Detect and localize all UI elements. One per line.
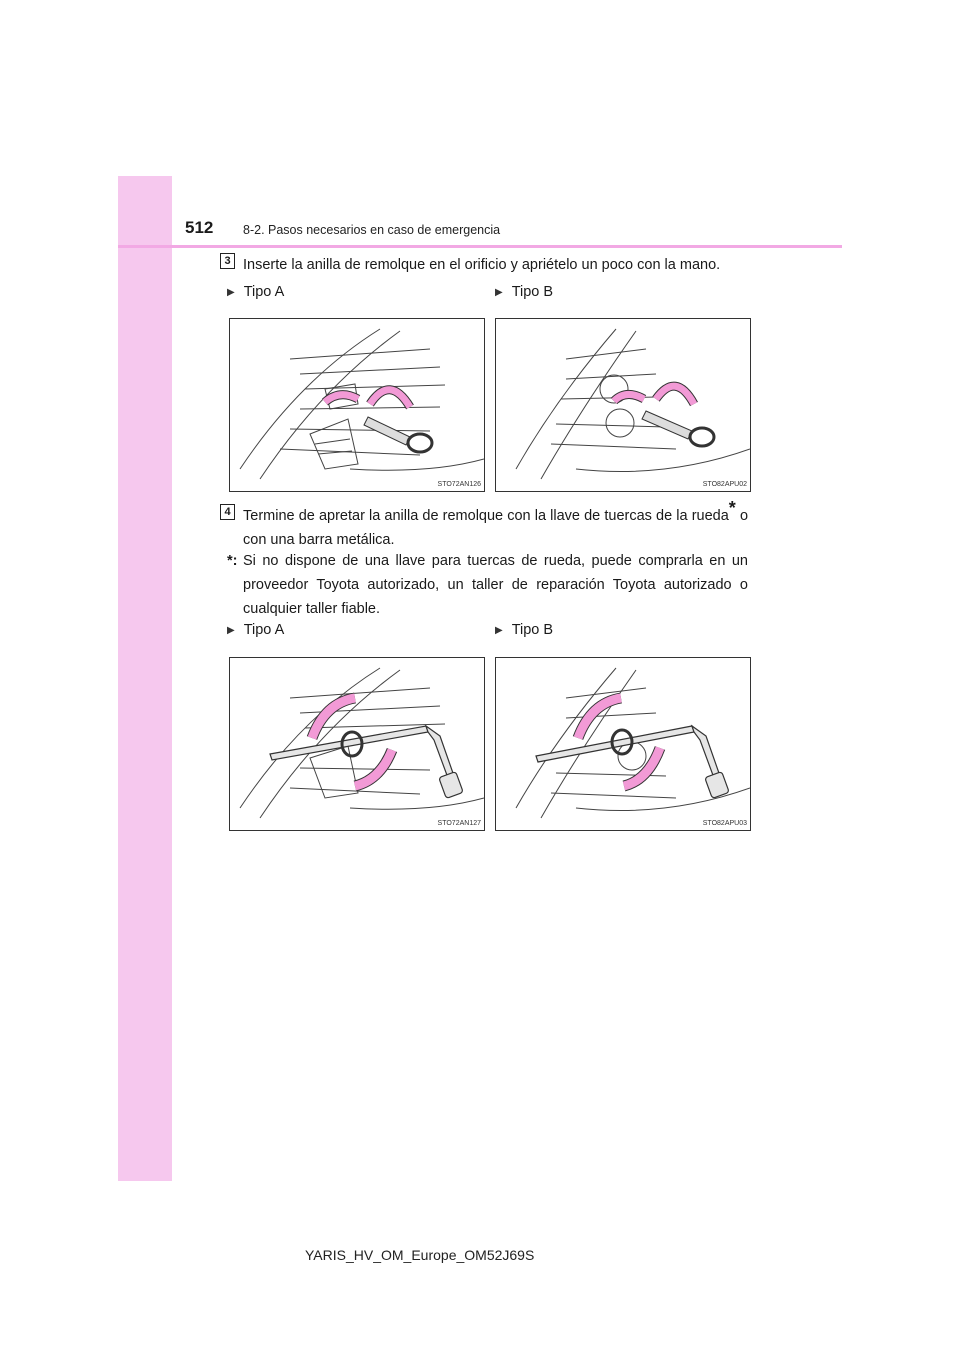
wheel-wrench-illustration	[496, 658, 750, 830]
type-a-label	[227, 284, 284, 300]
figure-code: STO72AN126	[437, 481, 481, 488]
figure-step4-type-a	[229, 657, 485, 831]
triangle-bullet-icon: ▶	[495, 286, 503, 298]
section-title: 8-2. Pasos necesarios en caso de emergencia	[243, 223, 501, 237]
type-b-label	[495, 622, 553, 638]
triangle-bullet-icon: ▶	[495, 624, 503, 636]
chapter-side-tab	[118, 176, 172, 1181]
step-4-text: Termine de apretar la anilla de remolque con la llave de tuercas de la rueda	[243, 508, 729, 524]
footnote-mark: *:	[227, 553, 238, 569]
figure-code: STO72AN127	[437, 820, 481, 827]
step-4-text-rest: o con una barra metálica.	[243, 508, 749, 548]
document-id: YARIS_HV_OM_Europe_OM52J69S	[305, 1247, 535, 1263]
type-label-text: Tipo A	[243, 284, 285, 300]
figure-step3-type-b	[495, 318, 751, 492]
step-number-badge: 4	[220, 504, 235, 520]
tow-eye-insert-illustration	[230, 319, 484, 491]
page-number: 512	[185, 218, 214, 237]
footnote-text: Si no dispone de una llave para tuercas de rueda, puede comprarla en un proveedor Toyota autorizado, un taller de reparación Toyota autorizado o cualquier taller fiable.	[243, 553, 748, 617]
type-label-text: Tipo B	[511, 622, 554, 638]
step-4-instruction	[243, 498, 749, 552]
type-label-text: Tipo B	[511, 284, 554, 300]
figure-step3-type-a	[229, 318, 485, 492]
footnote	[227, 549, 748, 621]
footnote-marker: *	[728, 498, 736, 519]
type-b-label	[495, 284, 553, 300]
figure-code: STO82APU02	[702, 481, 747, 488]
step-number-badge: 3	[220, 253, 235, 269]
figure-code: STO82APU03	[702, 820, 747, 827]
figure-step4-type-b	[495, 657, 751, 831]
tow-eye-insert-illustration	[496, 319, 750, 491]
triangle-bullet-icon: ▶	[227, 624, 235, 636]
step-3-instruction: Inserte la anilla de remolque en el orificio y apriételo un poco con la mano.	[243, 257, 721, 273]
triangle-bullet-icon: ▶	[227, 286, 235, 298]
type-label-text: Tipo A	[243, 622, 285, 638]
type-a-label	[227, 622, 284, 638]
wheel-wrench-illustration	[230, 658, 484, 830]
header-divider	[118, 245, 842, 248]
